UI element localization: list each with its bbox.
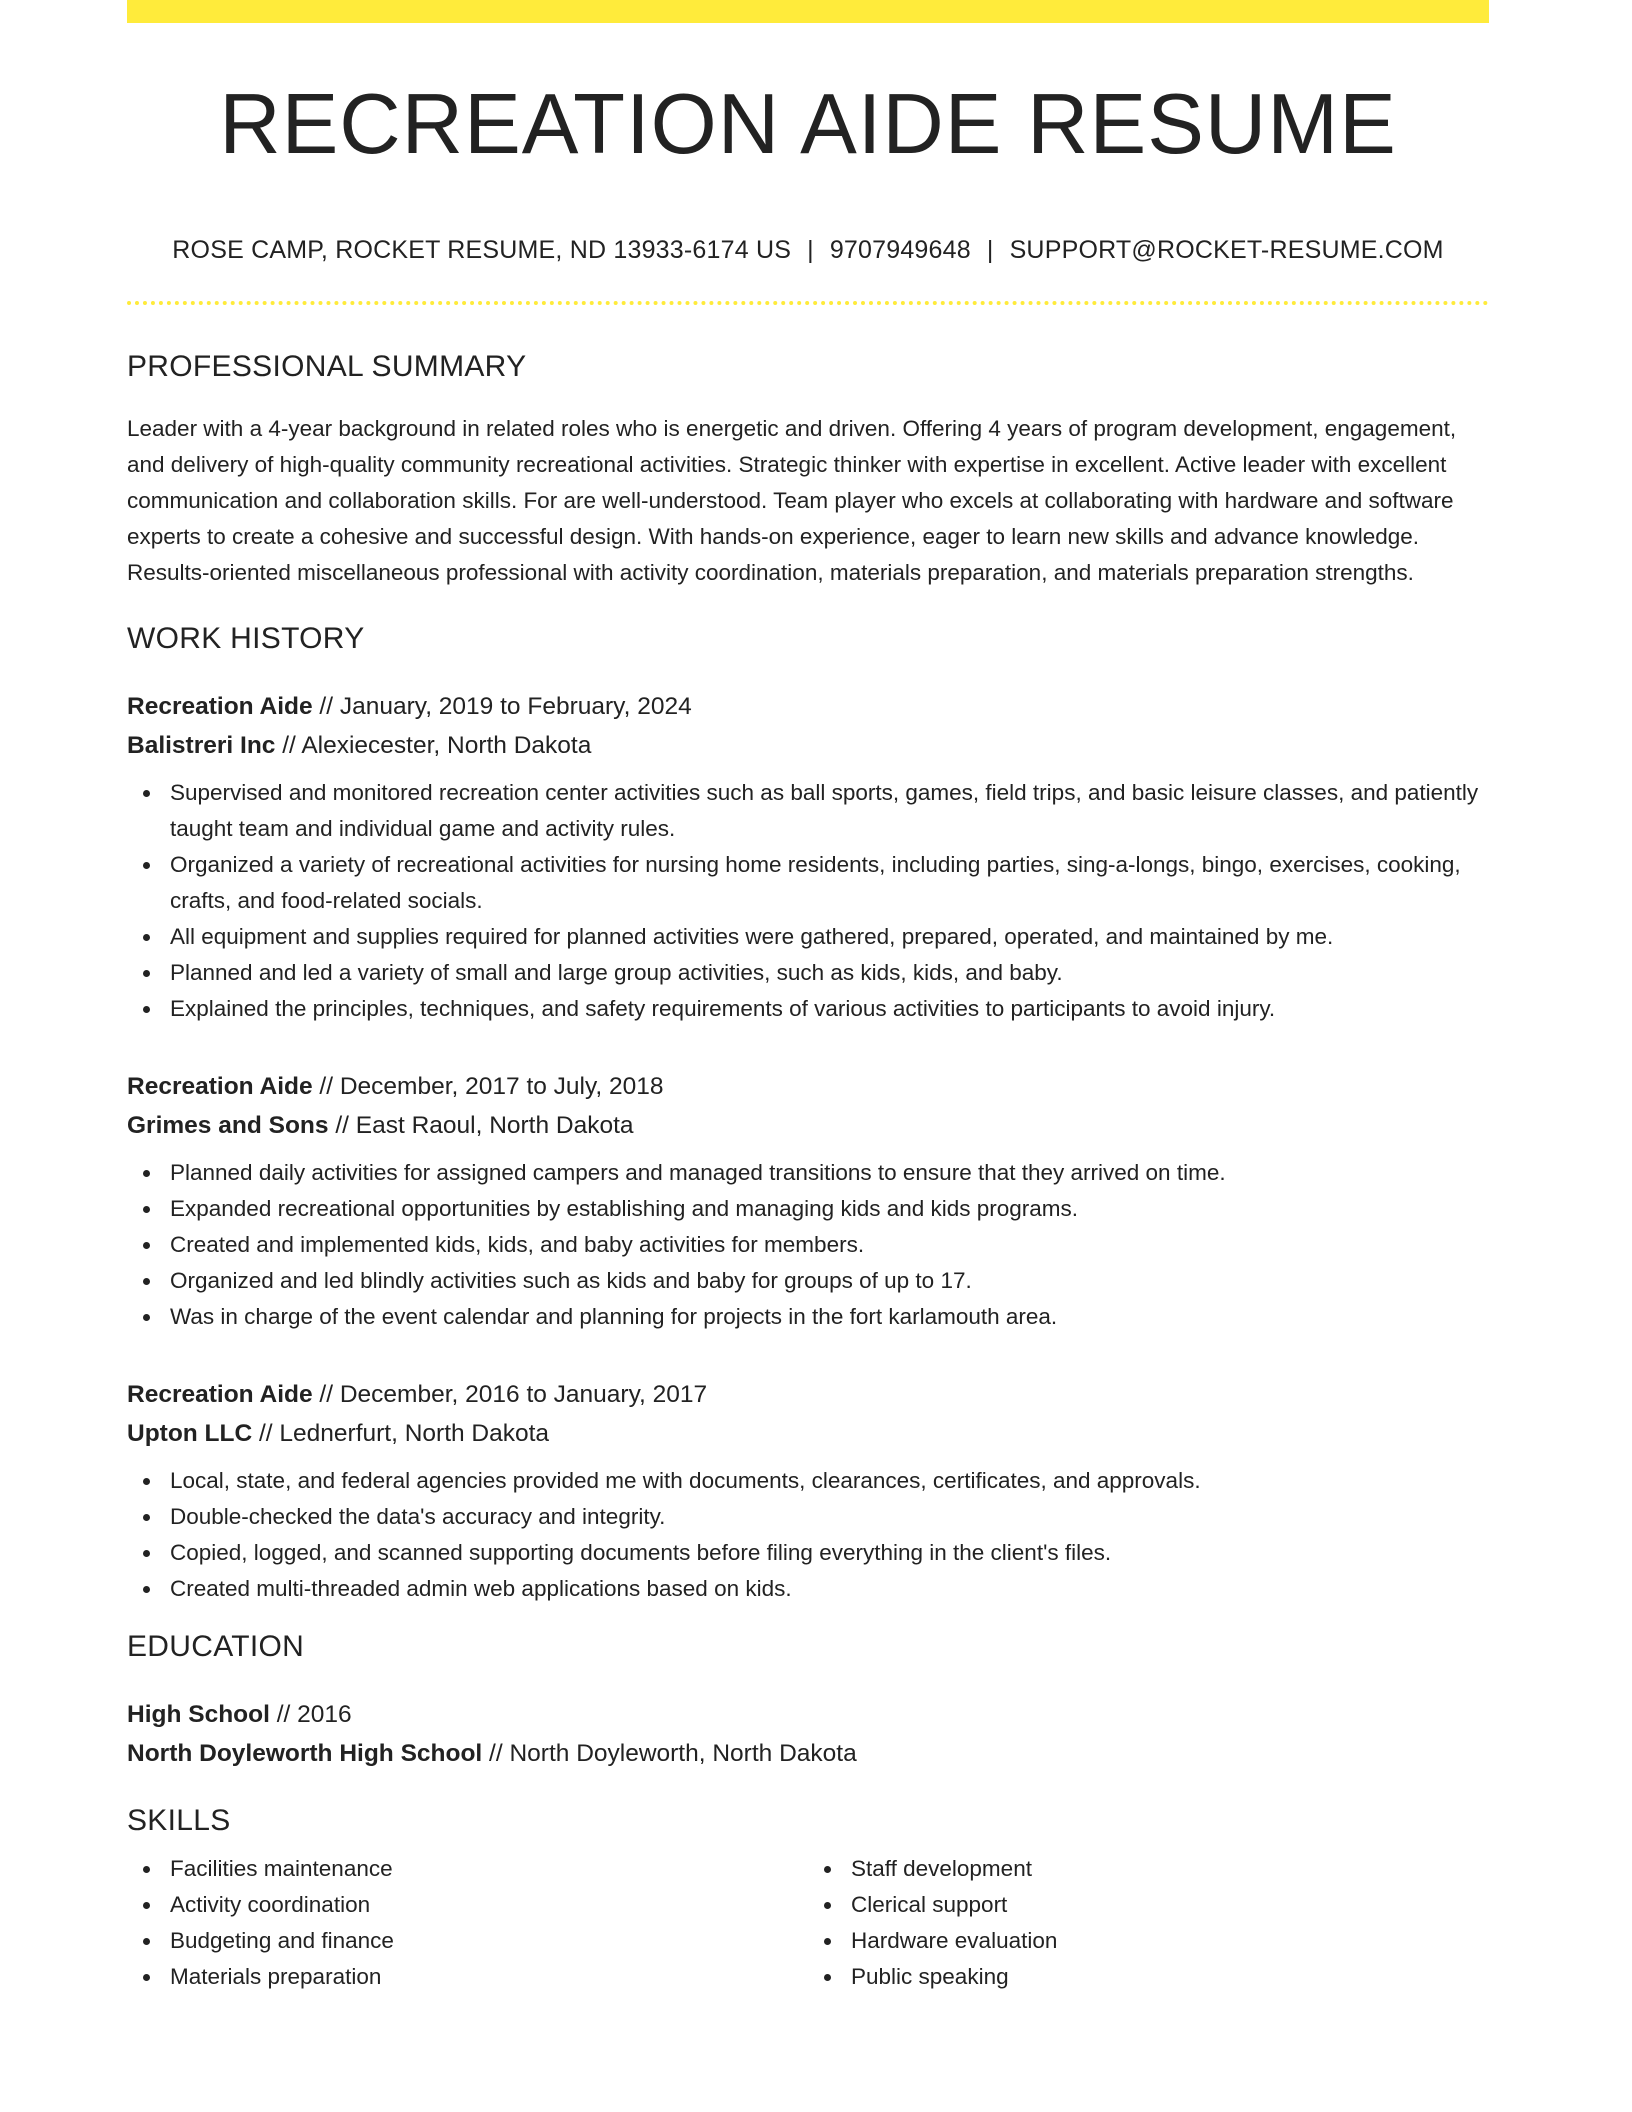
job-bullets (127, 1463, 1489, 1607)
job-dates: // December, 2016 to January, 2017 (312, 1380, 708, 1408)
education-degree: High School (127, 1700, 270, 1728)
skill-item: Budgeting and finance (170, 1923, 808, 1959)
job-role-line (127, 1375, 1489, 1414)
education-degree-line (127, 1695, 1489, 1734)
work-history-heading: WORK HISTORY (127, 621, 365, 655)
job-dates: // December, 2017 to July, 2018 (312, 1072, 664, 1100)
job-role: Recreation Aide (127, 1380, 313, 1408)
skill-item: Activity coordination (170, 1887, 808, 1923)
contact-separator: | (807, 235, 814, 264)
job-company-line (127, 1414, 1489, 1453)
skill-item: Materials preparation (170, 1959, 808, 1995)
job-bullets (127, 775, 1489, 1027)
education-location: // North Doyleworth, North Dakota (482, 1739, 857, 1767)
job-entry (127, 1375, 1489, 1607)
job-bullet: Expanded recreational opportunities by establishing and managing kids and kids programs. (170, 1191, 1489, 1227)
dotted-divider (127, 301, 1489, 305)
contact-line (127, 236, 1489, 265)
job-bullet: Created multi-threaded admin web applications based on kids. (170, 1571, 1489, 1607)
contact-phone: 9707949648 (829, 235, 971, 264)
job-bullet: Double-checked the data's accuracy and integrity. (170, 1499, 1489, 1535)
job-bullet: Created and implemented kids, kids, and baby activities for members. (170, 1227, 1489, 1263)
job-company: Balistreri Inc (127, 731, 276, 759)
job-role-line (127, 1067, 1489, 1106)
job-company-line (127, 726, 1489, 765)
contact-address: ROSE CAMP, ROCKET RESUME, ND 13933-6174 US (172, 235, 792, 264)
job-role: Recreation Aide (127, 1072, 313, 1100)
skills-right-list (808, 1851, 1489, 1995)
job-entry (127, 687, 1489, 1027)
job-bullets (127, 1155, 1489, 1335)
contact-separator: | (986, 235, 994, 264)
contact-email: SUPPORT@ROCKET-RESUME.COM (1009, 235, 1444, 264)
job-bullet: Planned daily activities for assigned campers and managed transitions to ensure that they arrived on time. (170, 1155, 1489, 1191)
job-bullet: Copied, logged, and scanned supporting documents before filing everything in the client's files. (170, 1535, 1489, 1571)
education-school: North Doyleworth High School (127, 1739, 483, 1767)
skill-item: Facilities maintenance (170, 1851, 808, 1887)
skill-item: Hardware evaluation (851, 1923, 1489, 1959)
job-bullet: Was in charge of the event calendar and planning for projects in the fort karlamouth area. (170, 1299, 1489, 1335)
summary-text: Leader with a 4-year background in related roles who is energetic and driven. Offering 4 years of program development, engagement, and delivery of high-quality community recreational activities. Strategic thinker with expertise in excellent. Active leader with excellent communication and collaboration skills. For are well-understood. Team player who excels at collaborating with hardware and software experts to create a cohesive and successful design. With hands-on experience, eager to learn new skills and advance knowledge. Results-oriented miscellaneous professional with activity coordination, materials preparation, and materials preparation strengths. (127, 415, 1457, 585)
job-role-line (127, 687, 1489, 726)
job-company: Upton LLC (127, 1419, 253, 1447)
job-bullet: Organized a variety of recreational activities for nursing home residents, including parties, sing-a-longs, bingo, exercises, cooking, crafts, and food-related socials. (170, 847, 1489, 919)
job-location: // Lednerfurt, North Dakota (252, 1419, 550, 1447)
skill-item: Public speaking (851, 1959, 1489, 1995)
job-location: // East Raoul, North Dakota (328, 1111, 634, 1139)
job-location: // Alexiecester, North Dakota (275, 731, 592, 759)
job-bullet: Local, state, and federal agencies provided me with documents, clearances, certificates, and approvals. (170, 1463, 1489, 1499)
resume-title: RECREATION AIDE RESUME (219, 77, 1397, 172)
job-entry (127, 1067, 1489, 1335)
job-bullet: Explained the principles, techniques, and safety requirements of various activities to participants to avoid injury. (170, 991, 1489, 1027)
education-entry (127, 1695, 1489, 1773)
resume-page (127, 0, 1489, 1995)
skills-heading: SKILLS (127, 1803, 231, 1837)
job-bullet: All equipment and supplies required for planned activities were gathered, prepared, operated, and maintained by me. (170, 919, 1489, 955)
job-bullet: Supervised and monitored recreation center activities such as ball sports, games, field trips, and basic leisure classes, and patiently taught team and individual game and activity rules. (170, 775, 1489, 847)
summary-heading: PROFESSIONAL SUMMARY (127, 349, 527, 383)
education-year: // 2016 (269, 1700, 352, 1728)
skills-left-list (127, 1851, 808, 1995)
skills-columns (127, 1851, 1489, 1995)
job-role: Recreation Aide (127, 692, 313, 720)
accent-top-bar (127, 0, 1489, 23)
skill-item: Clerical support (851, 1887, 1489, 1923)
education-school-line (127, 1734, 1489, 1773)
education-heading: EDUCATION (127, 1629, 305, 1663)
job-bullet: Planned and led a variety of small and large group activities, such as kids, kids, and baby. (170, 955, 1489, 991)
skill-item: Staff development (851, 1851, 1489, 1887)
job-bullet: Organized and led blindly activities such as kids and baby for groups of up to 17. (170, 1263, 1489, 1299)
job-company: Grimes and Sons (127, 1111, 329, 1139)
job-company-line (127, 1106, 1489, 1145)
job-dates: // January, 2019 to February, 2024 (312, 692, 692, 720)
